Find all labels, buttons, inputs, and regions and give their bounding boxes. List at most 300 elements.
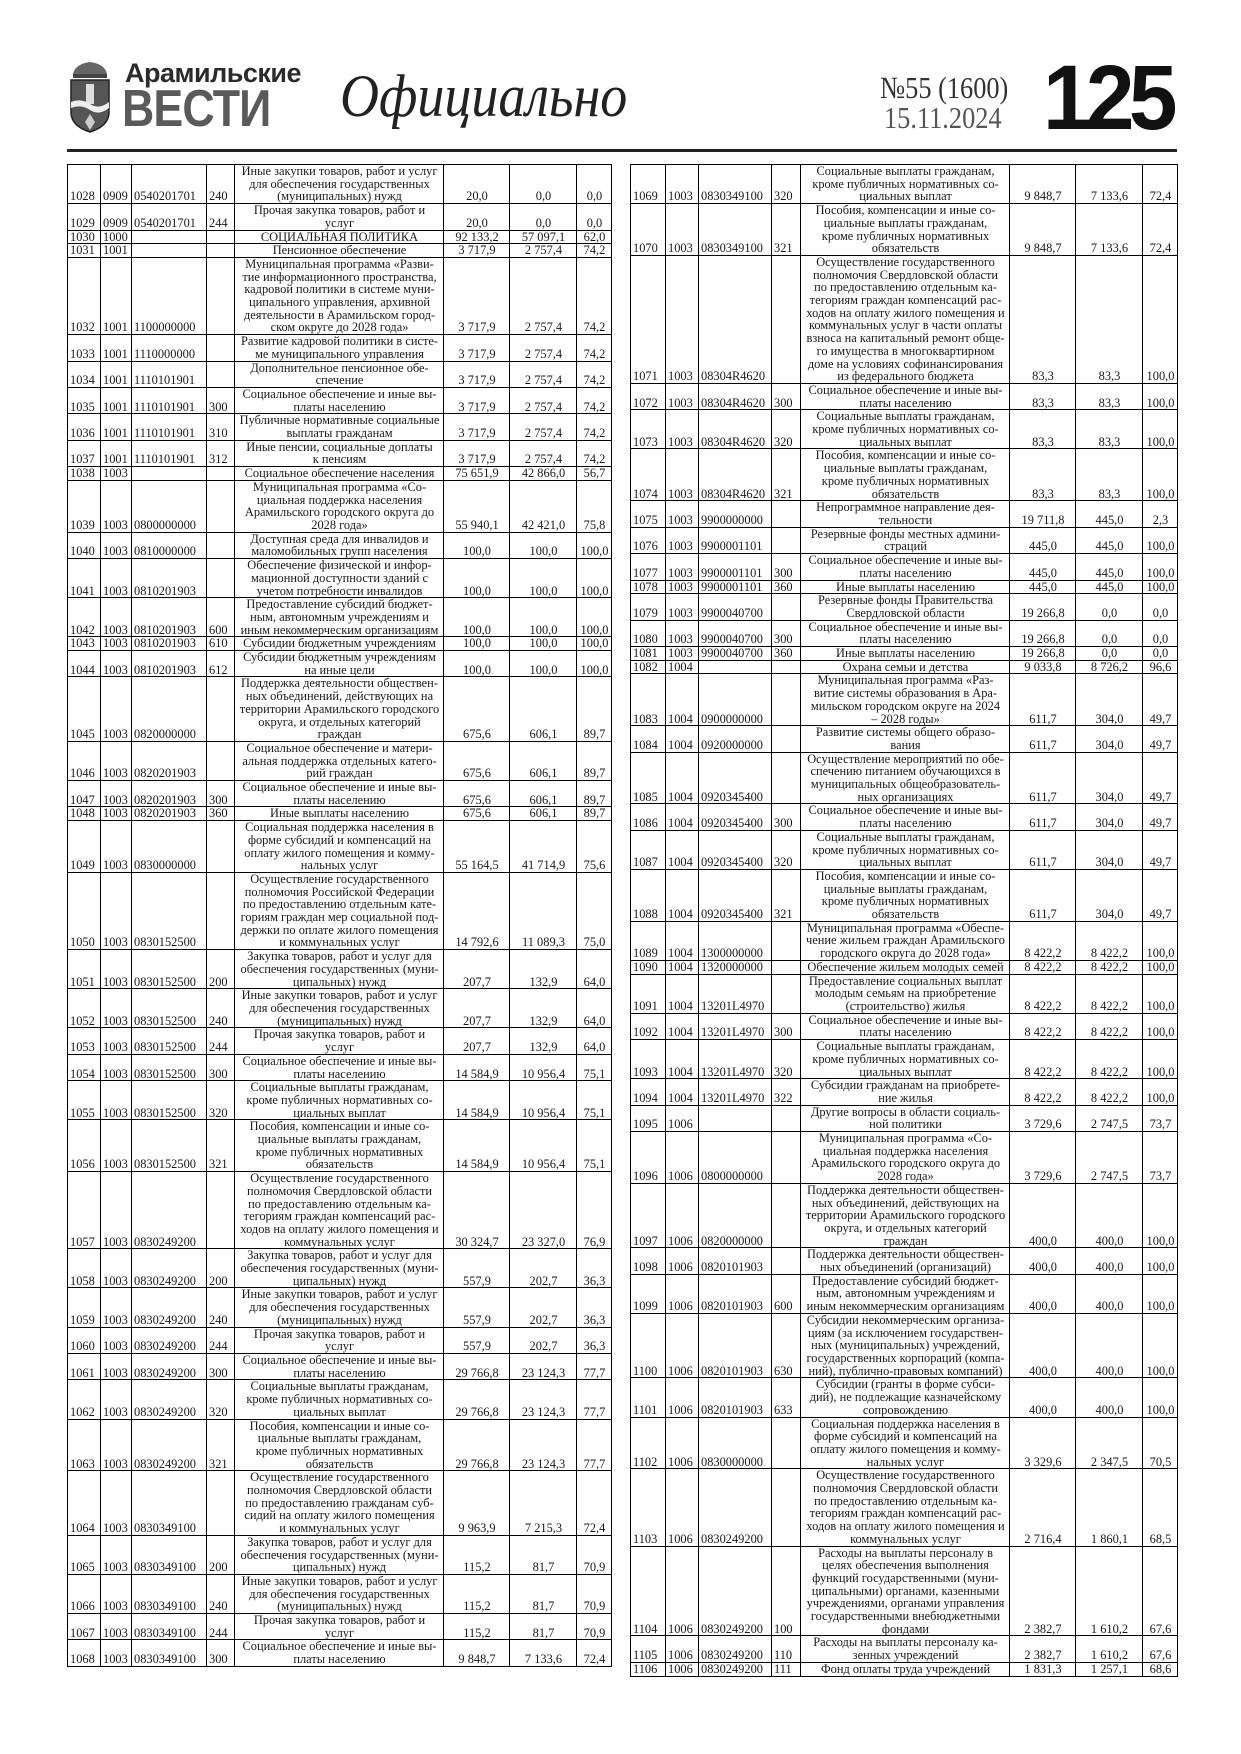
target-code-cell: 1110101901 [132,387,207,413]
planned-amount-cell: 9 033,8 [1010,660,1076,674]
planned-amount-cell: 3 717,9 [444,361,510,387]
description-cell: Муниципальная программа «Обеспе- чение жильем граждан Арамильского городского округа до 2028 года» [801,921,1010,960]
description-cell: Социальные выплаты гражданам, кроме публичных нормативных со- циальных выплат [801,410,1010,449]
target-code-cell: 9900001101 [699,554,772,580]
section-code-cell: 1004 [666,869,699,921]
planned-amount-cell: 3 717,9 [444,387,510,413]
executed-amount-cell: 100,0 [510,651,577,677]
table-row [68,741,612,780]
description-cell: Социальное обеспечение и матери- альная поддержка отдельных катего- рий граждан [235,741,444,780]
expense-type-code-cell: 240 [207,165,235,204]
expense-type-code-cell [772,1469,801,1546]
target-code-cell: 1320000000 [699,960,772,974]
executed-amount-cell: 304,0 [1076,674,1143,726]
target-code-cell: 13201L4970 [699,974,772,1013]
table-row [631,660,1178,674]
planned-amount-cell: 8 422,2 [1010,974,1076,1013]
table-row [68,1081,612,1120]
description-cell: Пособия, компенсации и иные со- циальные выплаты гражданам, кроме публичных нормативных обязательств [801,204,1010,256]
row-number-cell: 1073 [631,410,666,449]
section-code-cell: 1003 [101,1054,132,1080]
target-code-cell: 0830249200 [132,1380,207,1419]
execution-percent-cell: 100,0 [1143,1013,1178,1039]
executed-amount-cell: 304,0 [1076,752,1143,804]
description-cell: Осуществление мероприятий по обе- спечению питанием обучающихся в муниципальных общеобразователь- ных организациях [801,752,1010,804]
expense-type-code-cell [772,255,801,383]
description-cell: Поддержка деятельности обществен- ных объединений (организаций) [801,1248,1010,1274]
description-cell: Поддержка деятельности обществен- ных объединений, действующих на территории Арамильского городского округа, и отдельных категорий граждан [235,677,444,742]
issue-date: 15.11.2024 [884,100,1002,135]
table-row [68,1054,612,1080]
section-code-cell: 1003 [666,580,699,594]
row-number-cell: 1078 [631,580,666,594]
executed-amount-cell: 400,0 [1076,1183,1143,1248]
execution-percent-cell: 75,6 [577,821,612,873]
planned-amount-cell: 30 324,7 [444,1172,510,1249]
planned-amount-cell: 611,7 [1010,726,1076,752]
section-code-cell: 1003 [101,1535,132,1574]
execution-percent-cell: 100,0 [1143,1183,1178,1248]
section-code-cell: 1001 [101,414,132,440]
row-number-cell: 1059 [68,1288,101,1327]
expense-type-code-cell: 320 [772,165,801,204]
table-row [68,677,612,742]
planned-amount-cell: 3 729,6 [1010,1132,1076,1184]
executed-amount-cell: 2 347,5 [1076,1417,1143,1469]
target-code-cell: 0830249200 [699,1662,772,1676]
expense-type-code-cell [207,335,235,361]
row-number-cell: 1037 [68,440,101,466]
planned-amount-cell: 2 382,7 [1010,1636,1076,1662]
target-code-cell: 9900040700 [699,647,772,661]
row-number-cell: 1085 [631,752,666,804]
execution-percent-cell: 100,0 [577,637,612,651]
target-code-cell: 0830249200 [132,1172,207,1249]
planned-amount-cell: 3 717,9 [444,414,510,440]
planned-amount-cell: 20,0 [444,204,510,230]
target-code-cell: 0920345400 [699,869,772,921]
planned-amount-cell: 2 382,7 [1010,1546,1076,1636]
expense-type-code-cell: 200 [207,950,235,989]
row-number-cell: 1101 [631,1378,666,1417]
row-number-cell: 1052 [68,989,101,1028]
execution-percent-cell: 74,2 [577,257,612,334]
table-row [631,1378,1178,1417]
expense-type-code-cell: 300 [207,1353,235,1379]
executed-amount-cell: 606,1 [510,807,577,821]
table-row [631,204,1178,256]
row-number-cell: 1082 [631,660,666,674]
executed-amount-cell: 202,7 [510,1288,577,1327]
section-code-cell: 1006 [666,1132,699,1184]
execution-percent-cell: 0,0 [577,165,612,204]
section-code-cell: 1003 [101,781,132,807]
description-cell: Иные выплаты населению [801,580,1010,594]
section-code-cell: 1001 [101,257,132,334]
table-row [631,1248,1178,1274]
target-code-cell: 0820101903 [699,1274,772,1313]
section-code-cell: 1004 [666,674,699,726]
table-row [68,335,612,361]
execution-percent-cell: 100,0 [1143,1248,1178,1274]
executed-amount-cell: 23 124,3 [510,1353,577,1379]
description-cell: Развитие системы общего образо- вания [801,726,1010,752]
section-code-cell: 1004 [666,1013,699,1039]
row-number-cell: 1038 [68,467,101,481]
table-row [68,387,612,413]
row-number-cell: 1092 [631,1013,666,1039]
target-code-cell: 08304R4620 [699,383,772,409]
executed-amount-cell: 2 757,4 [510,335,577,361]
description-cell: Осуществление государственного полномочия Свердловской области по предоставлению отдельным ка- тегориям граждан компенсаций рас- ходов на оплату жилого помещения и коммунальных услуг [801,1469,1010,1546]
expense-type-code-cell: 320 [207,1380,235,1419]
target-code-cell: 1110000000 [132,335,207,361]
table-row [68,532,612,558]
section-code-cell: 1003 [101,480,132,532]
executed-amount-cell: 445,0 [1076,580,1143,594]
planned-amount-cell: 8 422,2 [1010,1040,1076,1079]
section-code-cell: 1004 [666,960,699,974]
section-code-cell: 1003 [101,598,132,637]
row-number-cell: 1054 [68,1054,101,1080]
description-cell: Расходы на выплаты персоналу в целях обеспечения выполнения функций государственными (муни- ципальными) органами, казенными учреждениями, органами управления государственными внебюджетными фондами [801,1546,1010,1636]
target-code-cell: 0830152500 [132,1028,207,1054]
planned-amount-cell: 100,0 [444,532,510,558]
table-row [631,449,1178,501]
execution-percent-cell: 74,2 [577,387,612,413]
executed-amount-cell: 8 422,2 [1076,960,1143,974]
expense-type-code-cell [207,480,235,532]
section-code-cell: 1004 [666,804,699,830]
table-row [631,726,1178,752]
planned-amount-cell: 445,0 [1010,580,1076,594]
target-code-cell: 0820101903 [699,1378,772,1417]
row-number-cell: 1074 [631,449,666,501]
execution-percent-cell: 100,0 [1143,921,1178,960]
expense-type-code-cell: 300 [207,387,235,413]
executed-amount-cell: 83,3 [1076,255,1143,383]
section-code-cell: 1003 [666,165,699,204]
section-code-cell: 1003 [101,467,132,481]
city-coat-of-arms-icon [67,60,113,134]
executed-amount-cell: 81,7 [510,1614,577,1640]
planned-amount-cell: 3 717,9 [444,335,510,361]
description-cell: Закупка товаров, работ и услуг для обеспечения государственных (муни- ципальных) нужд [235,1535,444,1574]
target-code-cell: 0820201903 [132,741,207,780]
section-code-cell: 1006 [666,1313,699,1378]
row-number-cell: 1102 [631,1417,666,1469]
executed-amount-cell: 0,0 [1076,647,1143,661]
section-code-cell: 1003 [101,1249,132,1288]
planned-amount-cell: 9 848,7 [1010,165,1076,204]
executed-amount-cell: 132,9 [510,989,577,1028]
executed-amount-cell: 83,3 [1076,383,1143,409]
table-row [631,255,1178,383]
table-row [68,1640,612,1666]
execution-percent-cell: 74,2 [577,414,612,440]
planned-amount-cell: 19 266,8 [1010,594,1076,620]
description-cell: Муниципальная программа «Со- циальная поддержка населения Арамильского городского округа до 2028 года» [235,480,444,532]
target-code-cell: 0830152500 [132,1081,207,1120]
planned-amount-cell: 611,7 [1010,804,1076,830]
row-number-cell: 1041 [68,559,101,598]
target-code-cell: 0830249200 [132,1353,207,1379]
planned-amount-cell: 445,0 [1010,527,1076,553]
section-code-cell: 1003 [101,1419,132,1471]
section-code-cell: 1006 [666,1248,699,1274]
executed-amount-cell: 445,0 [1076,527,1143,553]
target-code-cell: 1110101901 [132,414,207,440]
executed-amount-cell: 0,0 [1076,594,1143,620]
execution-percent-cell: 100,0 [1143,383,1178,409]
description-cell: Резервные фонды местных админи- страций [801,527,1010,553]
description-cell: Социальное обеспечение и иные вы- платы населению [235,1054,444,1080]
target-code-cell: 08304R4620 [699,255,772,383]
table-row [631,620,1178,646]
description-cell: Иные закупки товаров, работ и услуг для обеспечения государственных (муниципальных) нужд [235,1574,444,1613]
description-cell: Расходы на выплаты персоналу ка- зенных учреждений [801,1636,1010,1662]
target-code-cell: 1300000000 [699,921,772,960]
section-code-cell: 1003 [101,1172,132,1249]
row-number-cell: 1071 [631,255,666,383]
expense-type-code-cell [207,821,235,873]
executed-amount-cell: 1 860,1 [1076,1469,1143,1546]
section-code-cell: 1003 [101,821,132,873]
description-cell: Социальные выплаты гражданам, кроме публичных нормативных со- циальных выплат [801,1040,1010,1079]
description-cell: Осуществление государственного полномочия Свердловской области по предоставлению гражданам суб- сидий на оплату жилого помещения и коммунальных услуг [235,1471,444,1536]
target-code-cell: 0830152500 [132,872,207,949]
executed-amount-cell: 1 610,2 [1076,1636,1143,1662]
section-code-cell: 1003 [101,637,132,651]
section-code-cell: 1006 [666,1105,699,1131]
target-code-cell: 0830349100 [132,1535,207,1574]
target-code-cell: 9900040700 [699,620,772,646]
table-row [631,1079,1178,1105]
section-code-cell: 1003 [101,1640,132,1666]
table-row [68,872,612,949]
section-title: Официально [340,63,628,129]
row-number-cell: 1042 [68,598,101,637]
executed-amount-cell: 8 422,2 [1076,921,1143,960]
executed-amount-cell: 57 097,1 [510,230,577,244]
executed-amount-cell: 2 757,4 [510,387,577,413]
planned-amount-cell: 675,6 [444,741,510,780]
section-code-cell: 1001 [101,387,132,413]
planned-amount-cell: 14 584,9 [444,1054,510,1080]
target-code-cell: 0920000000 [699,726,772,752]
expense-type-code-cell: 300 [207,781,235,807]
expense-type-code-cell [772,660,801,674]
table-row [631,165,1178,204]
planned-amount-cell: 611,7 [1010,674,1076,726]
row-number-cell: 1067 [68,1614,101,1640]
table-row [631,960,1178,974]
row-number-cell: 1055 [68,1081,101,1120]
target-code-cell: 0810000000 [132,532,207,558]
expense-type-code-cell: 321 [772,869,801,921]
table-row [631,383,1178,409]
planned-amount-cell: 400,0 [1010,1274,1076,1313]
expense-type-code-cell: 630 [772,1313,801,1378]
planned-amount-cell: 55 940,1 [444,480,510,532]
execution-percent-cell: 100,0 [1143,1079,1178,1105]
row-number-cell: 1040 [68,532,101,558]
section-code-cell: 1003 [666,383,699,409]
table-row [631,1183,1178,1248]
target-code-cell [699,1105,772,1131]
brand-name-line2: ВЕСТИ [122,80,271,138]
expense-type-code-cell [207,230,235,244]
executed-amount-cell: 23 124,3 [510,1419,577,1471]
execution-percent-cell: 100,0 [1143,1040,1178,1079]
expense-type-code-cell: 320 [772,830,801,869]
section-code-cell: 1003 [666,410,699,449]
section-code-cell: 1003 [666,204,699,256]
expense-type-code-cell [207,1471,235,1536]
executed-amount-cell: 445,0 [1076,501,1143,527]
target-code-cell: 0800000000 [699,1132,772,1184]
executed-amount-cell: 8 422,2 [1076,974,1143,1013]
budget-table-left [67,164,612,1667]
section-code-cell: 1003 [101,1120,132,1172]
execution-percent-cell: 67,6 [1143,1636,1178,1662]
row-number-cell: 1091 [631,974,666,1013]
row-number-cell: 1066 [68,1574,101,1613]
planned-amount-cell: 3 717,9 [444,440,510,466]
execution-percent-cell: 75,1 [577,1054,612,1080]
expense-type-code-cell [207,677,235,742]
expense-type-code-cell: 360 [772,580,801,594]
section-code-cell: 1004 [666,752,699,804]
planned-amount-cell: 115,2 [444,1614,510,1640]
table-row [631,647,1178,661]
expense-type-code-cell: 321 [772,204,801,256]
planned-amount-cell: 675,6 [444,677,510,742]
row-number-cell: 1075 [631,501,666,527]
expense-type-code-cell [207,257,235,334]
row-number-cell: 1105 [631,1636,666,1662]
description-cell: Прочая закупка товаров, работ и услуг [235,1028,444,1054]
table-row [68,1172,612,1249]
description-cell: Социальное обеспечение и иные вы- платы населению [235,387,444,413]
target-code-cell: 0830249200 [699,1546,772,1636]
table-row [631,974,1178,1013]
description-cell: Субсидии бюджетным учреждениям на иные цели [235,651,444,677]
execution-percent-cell: 70,9 [577,1614,612,1640]
execution-percent-cell: 100,0 [1143,410,1178,449]
section-code-cell: 1003 [666,554,699,580]
expense-type-code-cell: 610 [207,637,235,651]
target-code-cell: 0820101903 [699,1248,772,1274]
expense-type-code-cell: 300 [772,804,801,830]
execution-percent-cell: 64,0 [577,950,612,989]
target-code-cell: 13201L4970 [699,1079,772,1105]
page-number: 125 [1043,47,1172,149]
row-number-cell: 1063 [68,1419,101,1471]
table-row [68,1380,612,1419]
row-number-cell: 1036 [68,414,101,440]
description-cell: Иные выплаты населению [235,807,444,821]
table-row [68,1249,612,1288]
section-code-cell: 1004 [666,974,699,1013]
table-row [68,230,612,244]
executed-amount-cell: 8 422,2 [1076,1079,1143,1105]
row-number-cell: 1039 [68,480,101,532]
expense-type-code-cell: 300 [772,554,801,580]
section-code-cell: 1006 [666,1636,699,1662]
executed-amount-cell: 11 089,3 [510,872,577,949]
planned-amount-cell: 8 422,2 [1010,1079,1076,1105]
target-code-cell: 0820201903 [132,807,207,821]
expense-type-code-cell [772,1132,801,1184]
description-cell: Другие вопросы в области социаль- ной политики [801,1105,1010,1131]
target-code-cell: 0830249200 [699,1636,772,1662]
target-code-cell: 0810201903 [132,651,207,677]
execution-percent-cell: 72,4 [1143,165,1178,204]
table-row [631,594,1178,620]
planned-amount-cell: 207,7 [444,989,510,1028]
executed-amount-cell: 445,0 [1076,554,1143,580]
description-cell: СОЦИАЛЬНАЯ ПОЛИТИКА [235,230,444,244]
execution-percent-cell: 100,0 [1143,527,1178,553]
table-row [631,869,1178,921]
description-cell: Обеспечение физической и инфор- мационной доступности зданий с учетом потребности инвалидов [235,559,444,598]
planned-amount-cell: 14 584,9 [444,1120,510,1172]
section-code-cell: 1003 [101,1288,132,1327]
expense-type-code-cell: 321 [207,1419,235,1471]
execution-percent-cell: 100,0 [1143,974,1178,1013]
target-code-cell: 9900001101 [699,580,772,594]
expense-type-code-cell: 322 [772,1079,801,1105]
executed-amount-cell: 304,0 [1076,869,1143,921]
target-code-cell: 9900040700 [699,594,772,620]
row-number-cell: 1081 [631,647,666,661]
description-cell: Прочая закупка товаров, работ и услуг [235,1327,444,1353]
table-row [68,440,612,466]
target-code-cell: 0810201903 [132,637,207,651]
row-number-cell: 1035 [68,387,101,413]
expense-type-code-cell: 321 [772,449,801,501]
description-cell: Прочая закупка товаров, работ и услуг [235,204,444,230]
planned-amount-cell: 207,7 [444,1028,510,1054]
executed-amount-cell: 100,0 [510,598,577,637]
target-code-cell: 0820000000 [699,1183,772,1248]
executed-amount-cell: 100,0 [510,637,577,651]
execution-percent-cell: 74,2 [577,440,612,466]
row-number-cell: 1050 [68,872,101,949]
execution-percent-cell: 70,9 [577,1535,612,1574]
executed-amount-cell: 304,0 [1076,726,1143,752]
table-row [631,674,1178,726]
description-cell: Социальное обеспечение и иные вы- платы населению [801,554,1010,580]
expense-type-code-cell: 600 [207,598,235,637]
expense-type-code-cell: 300 [207,1640,235,1666]
table-row [68,989,612,1028]
target-code-cell: 13201L4970 [699,1013,772,1039]
section-code-cell: 1003 [101,741,132,780]
planned-amount-cell: 400,0 [1010,1183,1076,1248]
section-code-cell: 1003 [101,1028,132,1054]
table-row [631,1013,1178,1039]
target-code-cell: 0830000000 [699,1417,772,1469]
section-code-cell: 1004 [666,921,699,960]
planned-amount-cell: 9 848,7 [1010,204,1076,256]
execution-percent-cell: 73,7 [1143,1132,1178,1184]
table-row [631,830,1178,869]
executed-amount-cell: 2 757,4 [510,440,577,466]
description-cell: Муниципальная программа «Раз- витие системы образования в Ара- мильском городском округе на 2024 – 2028 годы» [801,674,1010,726]
target-code-cell: 0920345400 [699,830,772,869]
